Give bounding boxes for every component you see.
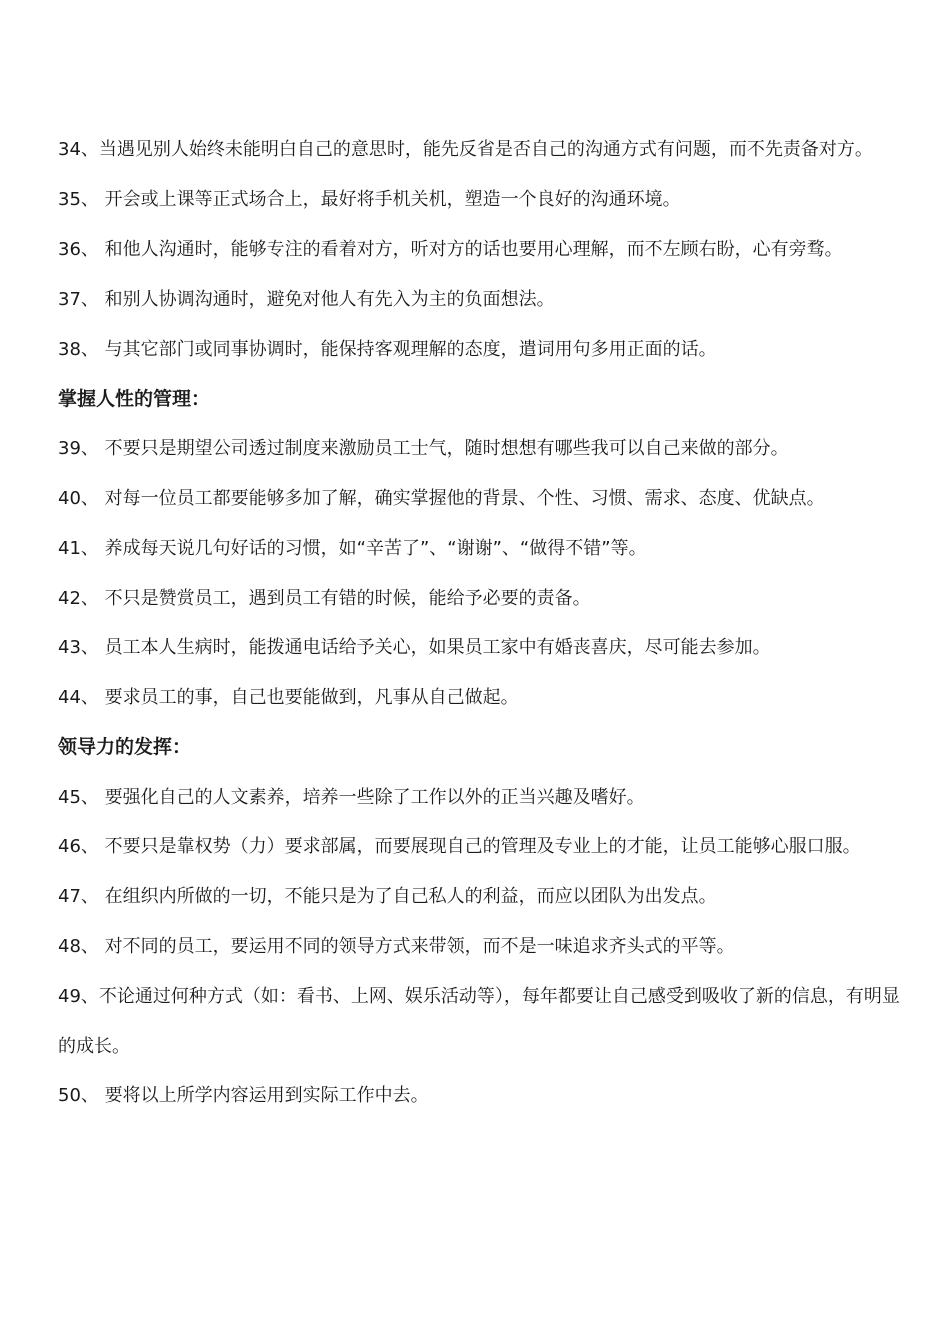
list-item [58, 636, 918, 660]
item-text: 要强化自己的人文素养，培养一些除了工作以外的正当兴趣及嗜好。 [98, 787, 645, 808]
item-text: 对每一位员工都要能够多加了解，确实掌握他的背景、个性、习惯、需求、态度、优缺点。 [98, 488, 825, 509]
list-item [58, 786, 918, 810]
item-number: 45、 [58, 787, 99, 808]
item-text: 不论通过何种方式（如：看书、上网、娱乐活动等），每年都要让自己感受到吸收了新的信息，有明显 [98, 986, 900, 1007]
list-item-continuation [58, 1035, 918, 1059]
item-number: 43、 [58, 637, 99, 658]
item-text: 的成长。 [58, 1036, 130, 1057]
item-text: 和他人沟通时，能够专注的看着对方，听对方的话也要用心理解，而不左顾右盼，心有旁骛。 [98, 239, 843, 260]
item-number: 34、 [58, 139, 99, 160]
item-number: 50、 [58, 1085, 99, 1106]
section-heading: 领导力的发挥： [58, 736, 192, 758]
item-number: 39、 [58, 438, 99, 459]
item-text: 与其它部门或同事协调时，能保持客观理解的态度，遣词用句多用正面的话。 [98, 339, 717, 360]
item-text: 要将以上所学内容运用到实际工作中去。 [98, 1085, 429, 1106]
list-item [58, 487, 918, 511]
list-item [58, 587, 918, 611]
list-item [58, 1084, 918, 1108]
list-item [58, 188, 918, 212]
list-item [58, 885, 918, 909]
item-text: 开会或上课等正式场合上，最好将手机关机，塑造一个良好的沟通环境。 [98, 189, 681, 210]
item-number: 37、 [58, 289, 99, 310]
item-number: 36、 [58, 239, 99, 260]
item-number: 48、 [58, 936, 99, 957]
item-text: 在组织内所做的一切，不能只是为了自己私人的利益，而应以团队为出发点。 [98, 886, 717, 907]
item-text: 不要只是靠权势（力）要求部属，而要展现自己的管理及专业上的才能，让员工能够心服口服。 [98, 836, 861, 857]
item-number: 47、 [58, 886, 99, 907]
list-item [58, 288, 918, 312]
list-item [58, 437, 918, 461]
item-text: 当遇见别人始终未能明白自己的意思时，能先反省是否自己的沟通方式有问题，而不先责备对方。 [98, 139, 873, 160]
list-item [58, 985, 918, 1009]
item-text: 不只是赞赏员工，遇到员工有错的时候，能给予必要的责备。 [98, 588, 591, 609]
item-number: 42、 [58, 588, 99, 609]
item-number: 49、 [58, 986, 99, 1007]
item-text: 对不同的员工，要运用不同的领导方式来带领，而不是一味追求齐头式的平等。 [98, 936, 735, 957]
item-text: 养成每天说几句好话的习惯，如“辛苦了”、“谢谢”、“做得不错”等。 [98, 538, 647, 559]
item-number: 40、 [58, 488, 99, 509]
list-item [58, 537, 918, 561]
list-item [58, 935, 918, 959]
section-heading: 掌握人性的管理： [58, 388, 211, 410]
list-item [58, 835, 918, 859]
item-text: 员工本人生病时，能拨通电话给予关心，如果员工家中有婚丧喜庆，尽可能去参加。 [98, 637, 771, 658]
item-text: 不要只是期望公司透过制度来激励员工士气，随时想想有哪些我可以自己来做的部分。 [98, 438, 789, 459]
item-number: 46、 [58, 836, 99, 857]
item-number: 38、 [58, 339, 99, 360]
item-number: 41、 [58, 538, 99, 559]
item-text: 和别人协调沟通时，避免对他人有先入为主的负面想法。 [98, 289, 555, 310]
list-item [58, 686, 918, 710]
item-number: 35、 [58, 189, 99, 210]
list-item [58, 338, 918, 362]
item-number: 44、 [58, 687, 99, 708]
item-text: 要求员工的事，自己也要能做到，凡事从自己做起。 [98, 687, 519, 708]
list-item [58, 238, 918, 262]
list-item [58, 138, 918, 162]
